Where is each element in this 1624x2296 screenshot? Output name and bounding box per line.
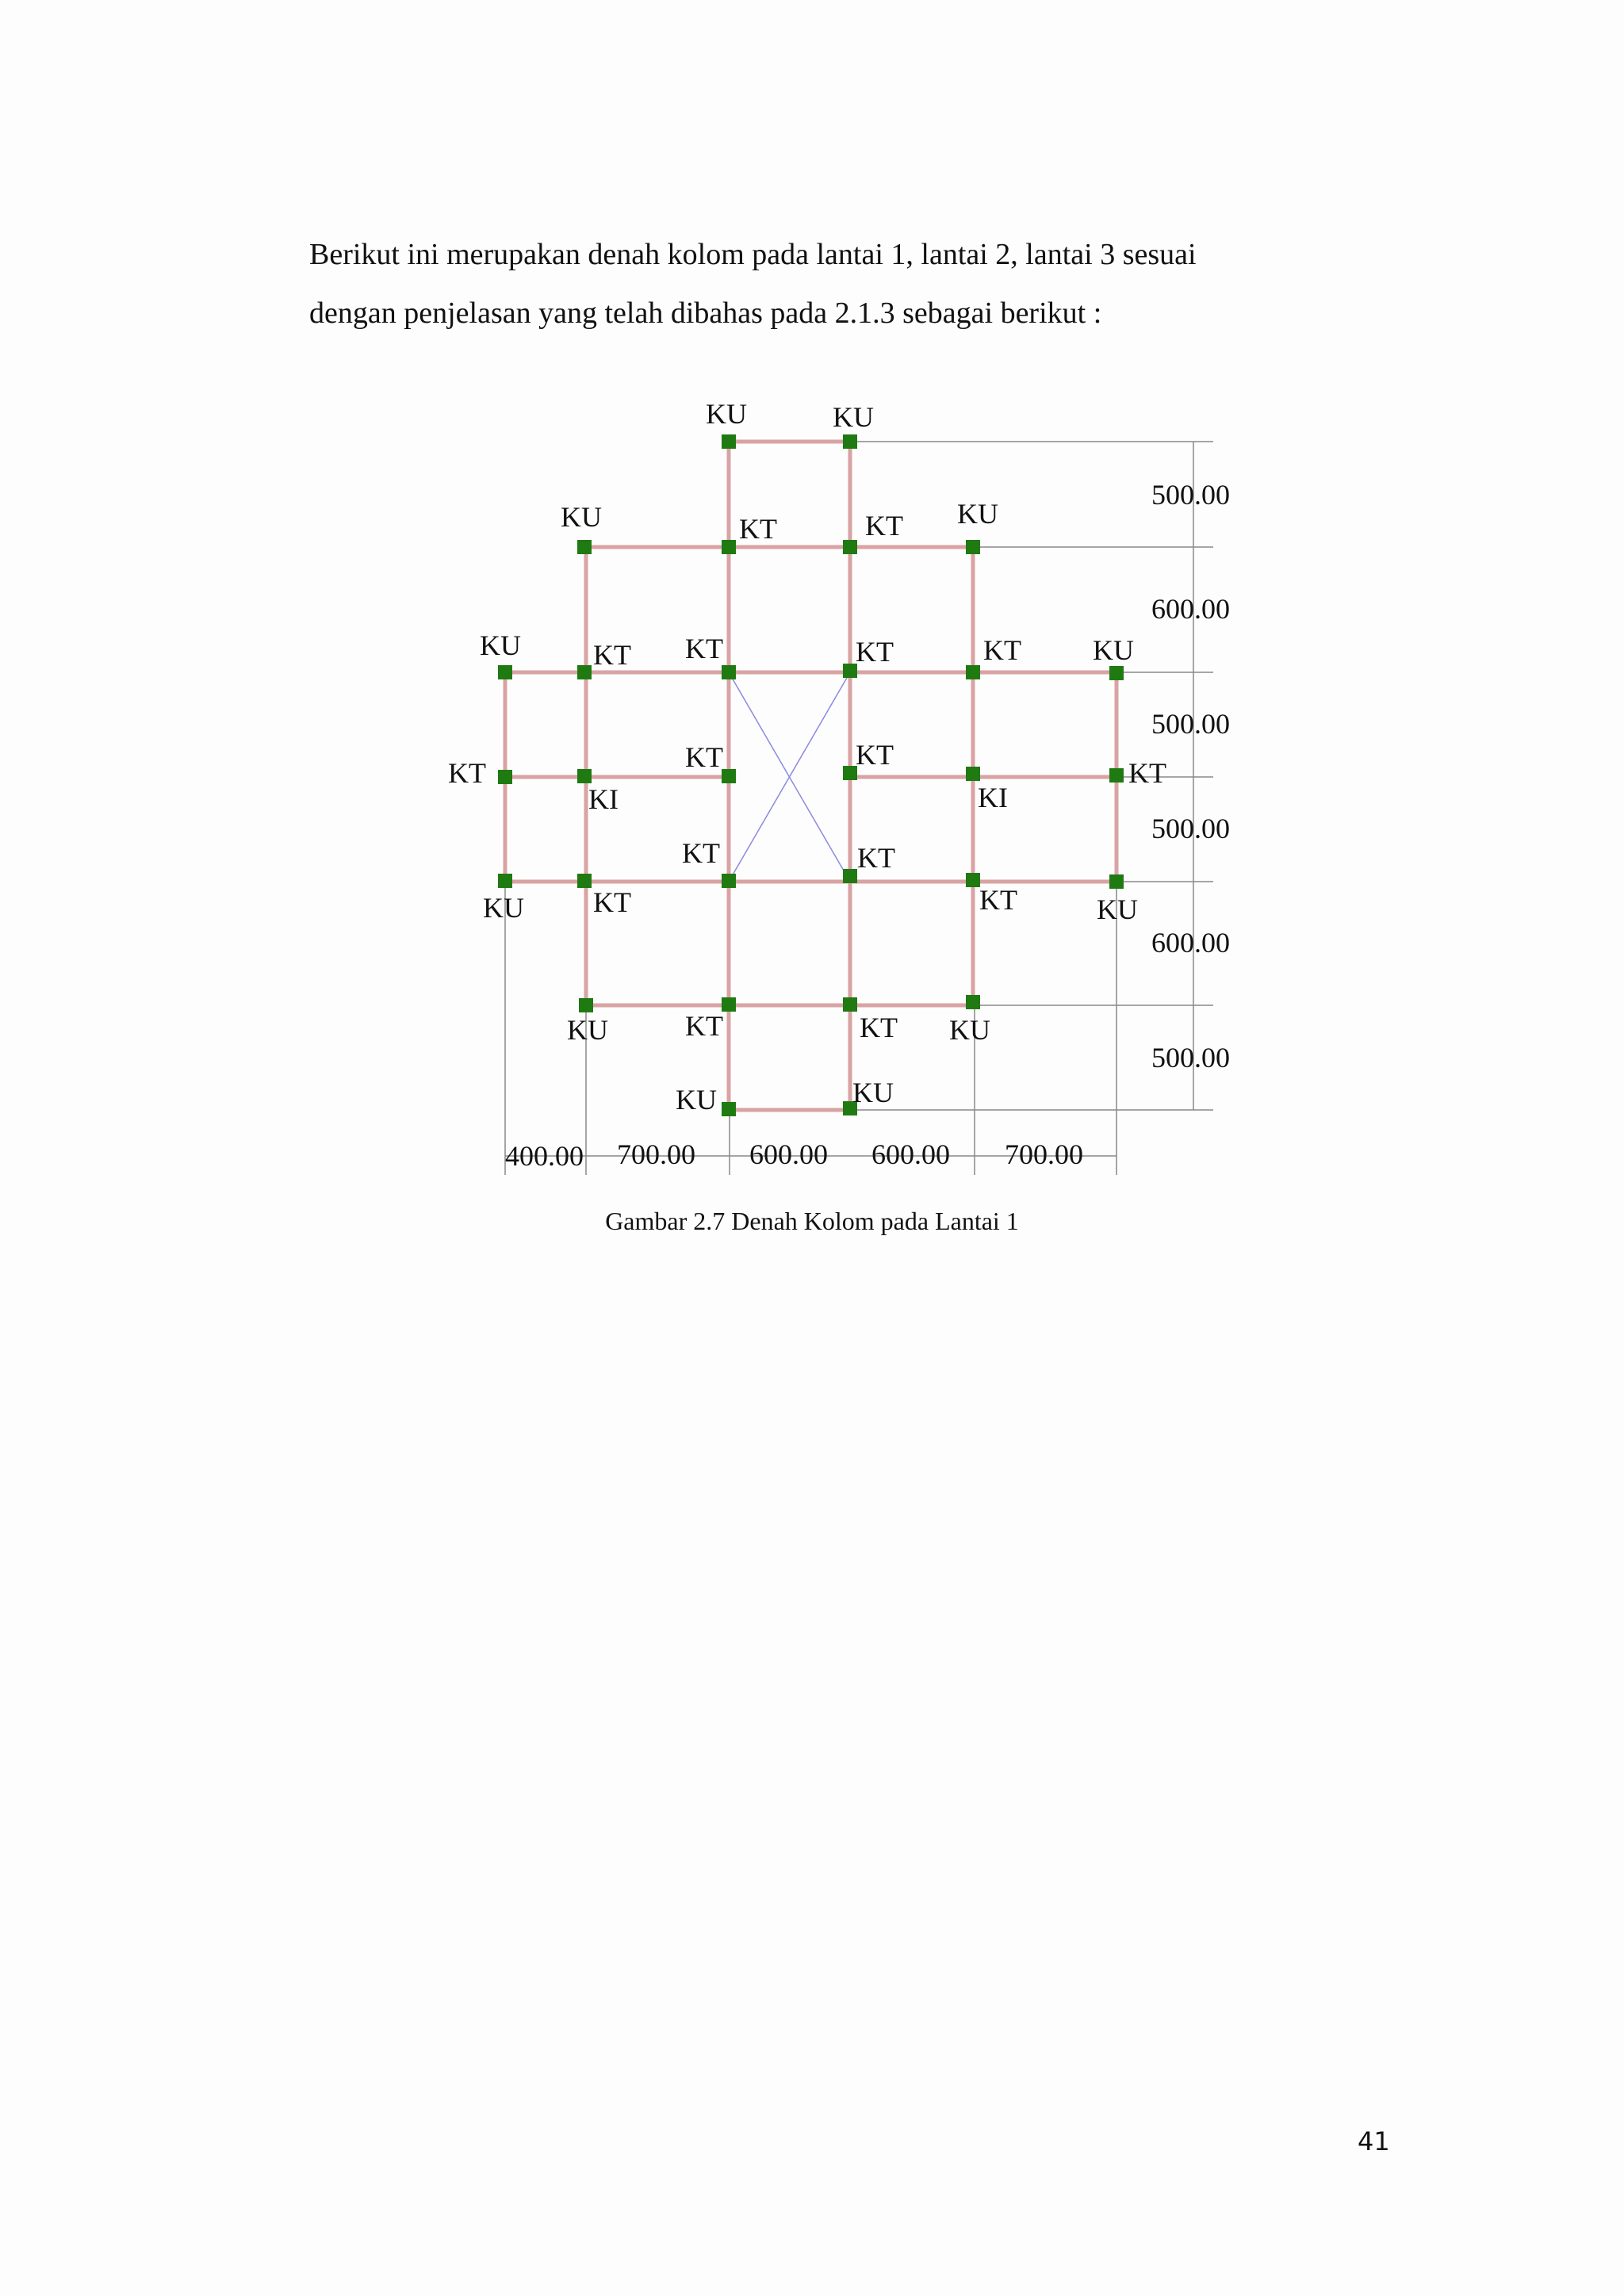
column-marker [1109, 874, 1124, 889]
column-label: KU [1097, 894, 1138, 925]
column-label: KT [856, 739, 894, 771]
dimension-label: 600.00 [1151, 927, 1230, 959]
column-marker [722, 540, 736, 554]
column-label: KU [706, 398, 747, 430]
column-label: KT [857, 842, 895, 874]
dimension-label: 500.00 [1151, 1042, 1230, 1073]
dimension-label: 600.00 [749, 1138, 828, 1170]
column-label: KT [593, 639, 631, 671]
column-label: KT [685, 741, 723, 773]
column-marker [843, 540, 857, 554]
column-label: KT [682, 837, 720, 869]
column-label: KT [979, 884, 1017, 916]
column-marker [722, 1102, 736, 1116]
column-marker [1109, 666, 1124, 680]
column-marker [966, 767, 980, 781]
beams [505, 442, 1116, 1110]
column-label: KT [448, 757, 486, 789]
column-marker [722, 997, 736, 1012]
column-label: KU [852, 1077, 894, 1108]
column-label: KU [561, 501, 602, 533]
column-label: KT [860, 1012, 898, 1043]
dimension-label: 600.00 [1151, 593, 1230, 625]
column-label: KU [957, 498, 998, 530]
void-diagonals [729, 672, 850, 882]
column-marker [722, 874, 736, 888]
dimension-label: 700.00 [1005, 1138, 1083, 1170]
column-label: KT [685, 633, 723, 664]
dimension-label: 600.00 [871, 1138, 950, 1170]
column-label: KU [483, 892, 524, 924]
paragraph-line-2: dengan penjelasan yang telah dibahas pada 2.1.3 sebagai berikut : [309, 297, 1102, 330]
column-marker [579, 998, 593, 1012]
column-label: KT [685, 1010, 723, 1042]
dimension-label: 500.00 [1151, 813, 1230, 844]
column-marker [498, 874, 512, 888]
column-marker [498, 770, 512, 784]
column-marker [966, 540, 980, 554]
column-label: KU [1093, 634, 1134, 666]
column-label: KT [865, 510, 903, 541]
column-label: KU [480, 629, 521, 661]
column-label: KI [588, 783, 619, 815]
column-marker [966, 665, 980, 679]
column-marker [577, 665, 592, 679]
column-label: KT [593, 886, 631, 918]
column-marker [1109, 768, 1124, 783]
column-label: KU [949, 1014, 990, 1046]
column-marker [843, 997, 857, 1012]
column-marker [722, 434, 736, 449]
column-label: KI [978, 782, 1008, 813]
column-label: KU [676, 1084, 717, 1115]
column-marker [577, 874, 592, 888]
column-labels [448, 398, 1166, 1115]
column-marker [966, 873, 980, 887]
column-marker [843, 869, 857, 883]
figure-caption: Gambar 2.7 Denah Kolom pada Lantai 1 [605, 1207, 1019, 1235]
column-marker [577, 540, 592, 554]
column-marker [722, 665, 736, 679]
column-label: KT [983, 634, 1021, 666]
dimension-label: 500.00 [1151, 708, 1230, 740]
column-label: KT [856, 636, 894, 668]
page-number: 41 [1358, 2126, 1390, 2156]
paragraph-line-1: Berikut ini merupakan denah kolom pada lantai 1, lantai 2, lantai 3 sesuai [309, 238, 1197, 271]
column-label: KT [739, 513, 777, 545]
column-marker [577, 769, 592, 783]
column-label: KU [833, 401, 874, 433]
column-marker [966, 995, 980, 1009]
column-marker [843, 434, 857, 449]
dimension-label: 400.00 [505, 1140, 584, 1172]
horizontal-dimension-labels [505, 1138, 1083, 1172]
column-label: KU [567, 1014, 608, 1046]
dimension-label: 700.00 [617, 1138, 695, 1170]
column-marker [722, 769, 736, 783]
dimension-label: 500.00 [1151, 479, 1230, 511]
column-marker [498, 665, 512, 679]
column-label: KT [1128, 757, 1166, 789]
